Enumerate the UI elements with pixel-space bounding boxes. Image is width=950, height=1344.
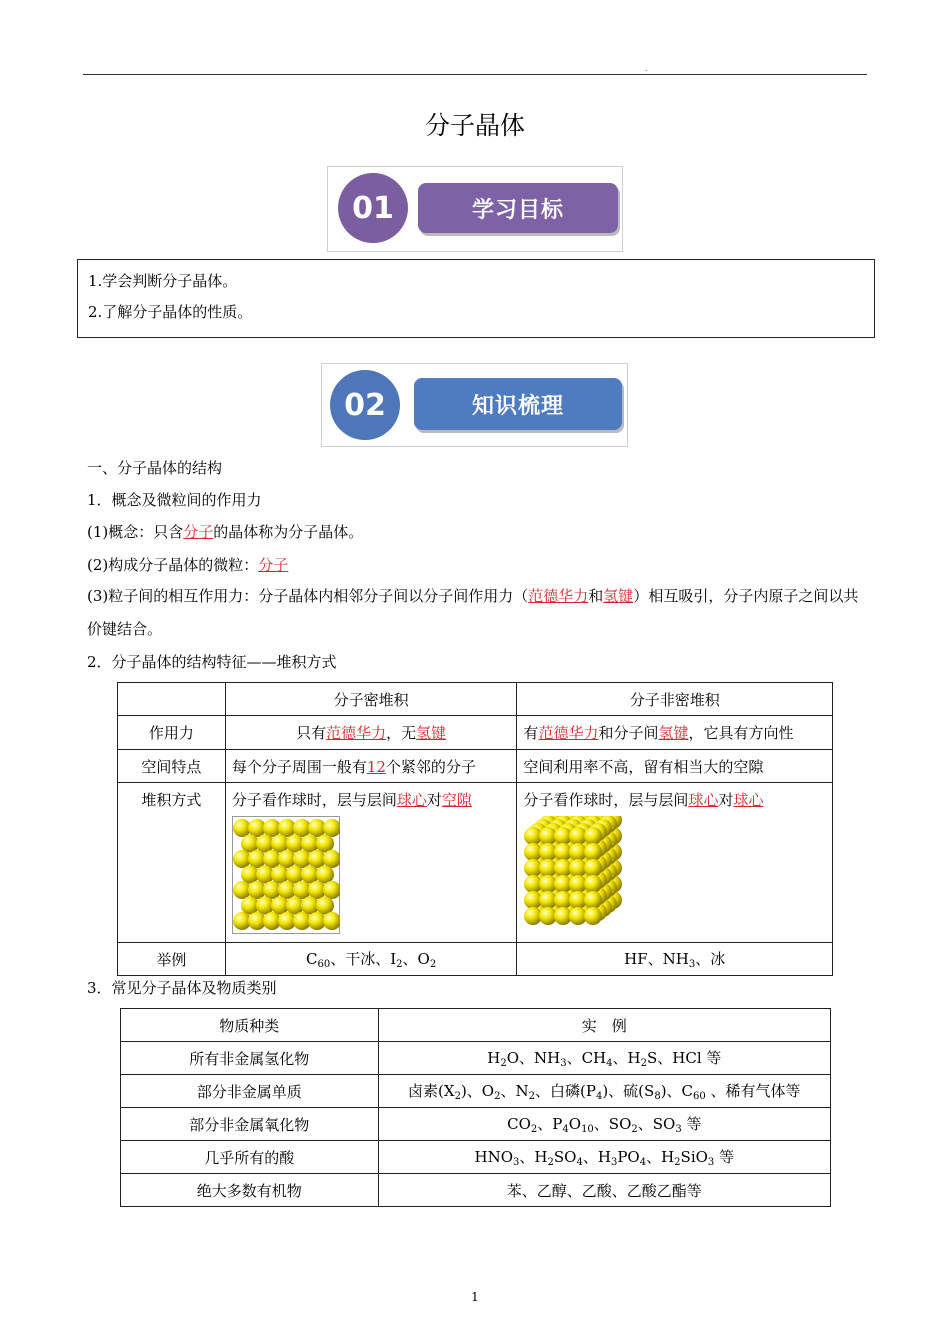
sphere — [316, 866, 334, 884]
substance-table — [120, 1008, 831, 1207]
table-cell: HF、$NH_3$、冰 — [517, 943, 833, 976]
sphere — [584, 827, 602, 845]
sphere — [323, 881, 340, 899]
col-header: 物质种类 — [121, 1009, 379, 1042]
table-cell: 空间利用率不高，留有相当大的空隙 — [517, 750, 833, 783]
stacking-table — [117, 682, 833, 976]
table-cell: 分子看作球时，层与层间球心对空隙 — [225, 783, 517, 943]
particles-line: (2)构成分子晶体的微粒：分子 — [87, 556, 289, 574]
col-header: 分子密堆积 — [225, 683, 517, 716]
table-cell: 部分非金属氧化物 — [121, 1108, 379, 1141]
table-cell: 分子看作球时，层与层间球心对球心 — [517, 783, 833, 943]
item-heading-2: 2．分子晶体的结构特征——堆积方式 — [87, 653, 337, 671]
learning-goals-banner — [327, 166, 623, 252]
page-title: 分子晶体 — [424, 111, 525, 140]
table-cell: 几乎所有的酸 — [121, 1141, 379, 1174]
table-cell: $H_2O$、$NH_3$、$CH_4$、$H_2S$、HCl 等 — [378, 1042, 830, 1075]
row-label: 作用力 — [118, 716, 226, 750]
section-heading: 一、分子晶体的结构 — [87, 459, 223, 477]
sphere — [584, 891, 602, 909]
concept-line: (1)概念：只含分子的晶体称为分子晶体。 — [87, 523, 364, 541]
simple-packing-sphere-image — [523, 816, 629, 934]
table-cell: 有范德华力和分子间氢键，它具有方向性 — [517, 716, 833, 750]
goal-item: 1.学会判断分子晶体。 — [88, 272, 238, 290]
banner-number: 02 — [330, 370, 400, 440]
col-header: 分子非密堆积 — [517, 683, 833, 716]
table-cell: 每个分子周围一般有12个紧邻的分子 — [225, 750, 517, 783]
close-packing-sphere-image — [232, 816, 340, 934]
row-label: 举例 — [118, 943, 226, 976]
row-label: 堆积方式 — [118, 783, 226, 943]
banner-number: 01 — [338, 173, 408, 243]
goals-box — [77, 259, 875, 338]
sphere — [584, 843, 602, 861]
banner-label: 学习目标 — [418, 183, 618, 233]
sphere — [316, 835, 334, 853]
table-cell: 只有范德华力，无氢键 — [225, 716, 517, 750]
sphere — [323, 850, 340, 868]
sphere — [584, 859, 602, 877]
sphere — [584, 907, 602, 925]
table-cell: 绝大多数有机物 — [121, 1174, 379, 1207]
item-heading-1: 1．概念及微粒间的作用力 — [87, 491, 262, 509]
table-cell: 卤素$(X_2)$、$O_2$、$N_2$、白磷$(P_4)$、硫$(S_8)$、$C_{60}$ 、稀有气体等 — [378, 1075, 830, 1108]
sphere — [323, 819, 340, 837]
header-dot: . — [645, 64, 648, 73]
header-rule — [83, 74, 867, 75]
force-paragraph: (3)粒子间的相互作用力：分子晶体内相邻分子间以分子间作用力（范德华力和氢键）相互吸引，分子内原子之间以共价键结合。 — [87, 587, 859, 638]
table-cell: $C_{60}$、干冰、$I_2$、$O_2$ — [225, 943, 517, 976]
table-cell: 苯、乙醇、乙酸、乙酸乙酯等 — [378, 1174, 830, 1207]
sphere — [316, 897, 334, 915]
item-heading-3: 3．常见分子晶体及物质类别 — [87, 979, 277, 997]
banner-label: 知识梳理 — [414, 378, 622, 430]
col-header: 实 例 — [378, 1009, 830, 1042]
table-cell: $CO_2$、$P_4O_{10}$、$SO_2$、$SO_3$ 等 — [378, 1108, 830, 1141]
sphere — [584, 875, 602, 893]
table-cell: 部分非金属单质 — [121, 1075, 379, 1108]
header-blank — [118, 683, 226, 716]
table-cell: $HNO_3$、$H_2SO_4$、$H_3PO_4$、$H_2SiO_3$ 等 — [378, 1141, 830, 1174]
page-number: 1 — [471, 1290, 479, 1304]
row-label: 空间特点 — [118, 750, 226, 783]
goal-item: 2.了解分子晶体的性质。 — [88, 303, 253, 321]
sphere — [323, 912, 340, 930]
knowledge-banner — [321, 363, 628, 447]
table-cell: 所有非金属氢化物 — [121, 1042, 379, 1075]
